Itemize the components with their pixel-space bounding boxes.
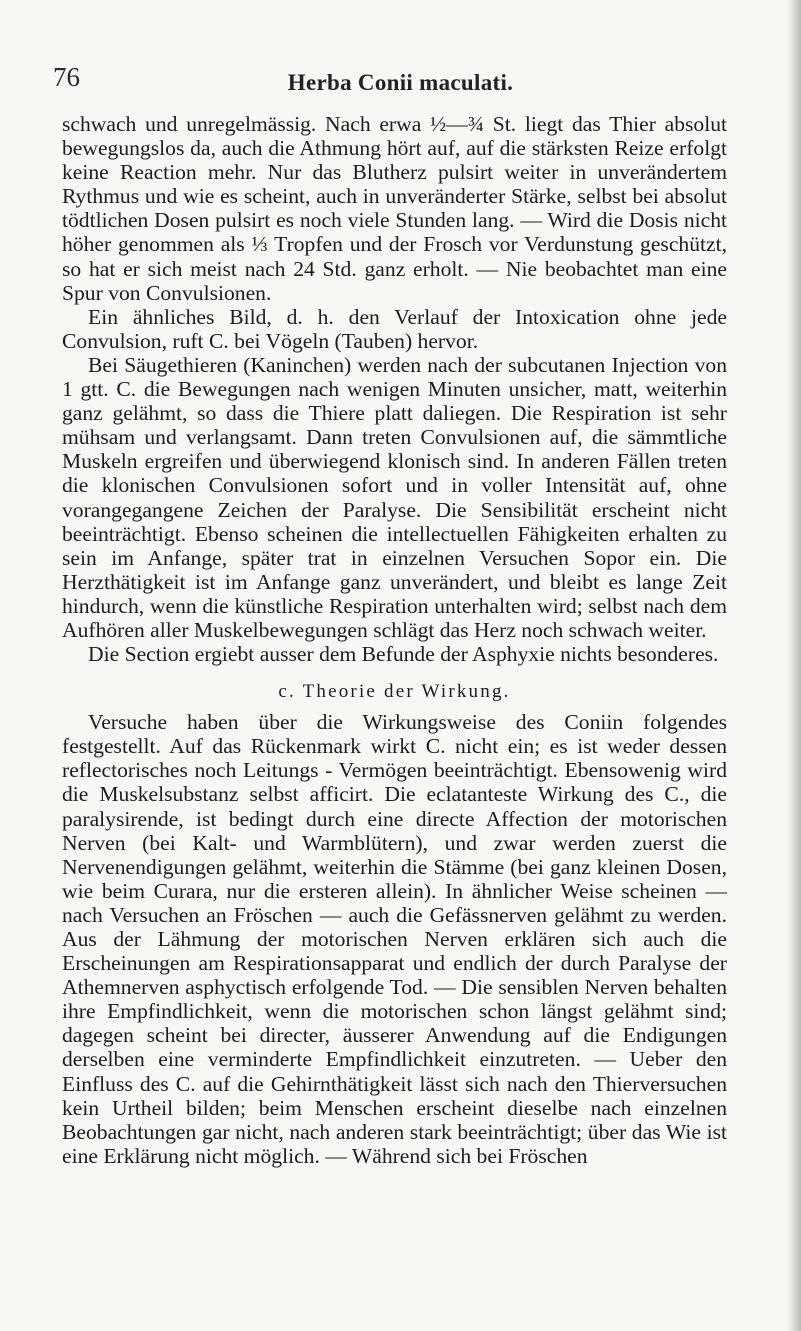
paragraph-4: Die Section ergiebt ausser dem Befunde der Asphyxie nichts besonderes.: [88, 642, 719, 667]
paragraph-2: Ein ähnliches Bild, d. h. den Verlauf der Intoxication ohne jede Convulsion, ruft C. bei Vögeln (Tauben) hervor.: [62, 304, 727, 353]
page-edge-shadow: [787, 0, 801, 1331]
section-heading: c. Theorie der Wirkung.: [278, 681, 511, 703]
page-number: 76: [53, 62, 80, 92]
running-head: Herba Conii maculati.: [287, 70, 514, 95]
paragraph-1: schwach und unregelmässig. Nach erwa ½—¾ St. liegt das Thier absolut bewegungslos da, auch die Athmung hört auf, auf die stärksten Reize erfolgt keine Reaction mehr. Nur das Blutherz pulsirt weiter in unverändertem Rythmus und wie es scheint, auch in unveränderter Stärke, selbst bei absolut tödtlichen Dosen pulsirt es noch viele Stunden lang. — Wird die Dosis nicht höher genommen als ⅓ Tropfen und der Frosch vor Verdunstung geschützt, so hat er sich meist nach 24 Std. ganz erholt. — Nie beobachtet man eine Spur von Convulsionen.: [62, 112, 727, 305]
paragraph-5: Versuche haben über die Wirkungsweise des Coniin folgendes festgestellt. Auf das Rückenmark wirkt C. nicht ein; es ist weder dessen reflectorisches noch Leitungs - Vermögen beeinträchtigt. Ebensowenig wird die Muskelsubstanz selbst afficirt. Die eclatanteste Wirkung des C., die paralysirende, ist bedingt durch eine directe Affection der motorischen Nerven (bei Kalt- und Warmblütern), und zwar werden zuerst die Nervenendigungen gelähmt, weiterhin die Stämme (bei ganz kleinen Dosen, wie beim Curara, nur die ersteren allein). In ähnlicher Weise scheinen — nach Versuchen an Fröschen — auch die Gefässnerven gelähmt zu werden. Aus der Lähmung der motorischen Nerven erklären sich auch die Erscheinungen am Respirationsapparat und endlich der durch Paralyse der Athemnerven asphyctisch erfolgende Tod. — Die sensiblen Nerven behalten ihre Empfindlichkeit, wenn die motorischen schon längst gelähmt sind; dagegen scheint bei directer, äusserer Anwendung auf die Endigungen derselben eine verminderte Empfindlichkeit einzutreten. — Ueber den Einfluss des C. auf die Gehirnthätigkeit lässt sich nach den Thierversuchen kein Urtheil bilden; beim Menschen erscheint dieselbe nach einzelnen Beobachtungen gar nicht, nach anderen stark beeinträchtigt; über das Wie ist eine Erklärung nicht möglich. — Während sich bei Fröschen: [62, 710, 727, 1168]
body-text: [62, 112, 727, 1168]
paragraph-3: Bei Säugethieren (Kaninchen) werden nach der subcutanen Injection von 1 gtt. C. die Bewegungen nach wenigen Minuten unsicher, matt, weiterhin ganz gelähmt, so dass die Thiere platt daliegen. Die Respiration ist sehr mühsam und verlangsamt. Dann treten Convulsionen auf, die sämmtliche Muskeln ergreifen und überwiegend klonisch sind. In anderen Fällen treten die klonischen Convulsionen sofort und in voller Intensität auf, ohne vorangegangene Zeichen der Paralyse. Die Sensibilität erscheint nicht beeinträchtigt. Ebenso scheinen die intellectuellen Fähigkeiten erhalten zu sein im Anfange, später trat in einzelnen Versuchen Sopor ein. Die Herzthätigkeit ist im Anfange ganz unverändert, und bleibt es lange Zeit hindurch, wenn die künstliche Respiration unterhalten wird; selbst nach dem Aufhören aller Muskelbewegungen schlägt das Herz noch schwach weiter.: [62, 352, 727, 642]
